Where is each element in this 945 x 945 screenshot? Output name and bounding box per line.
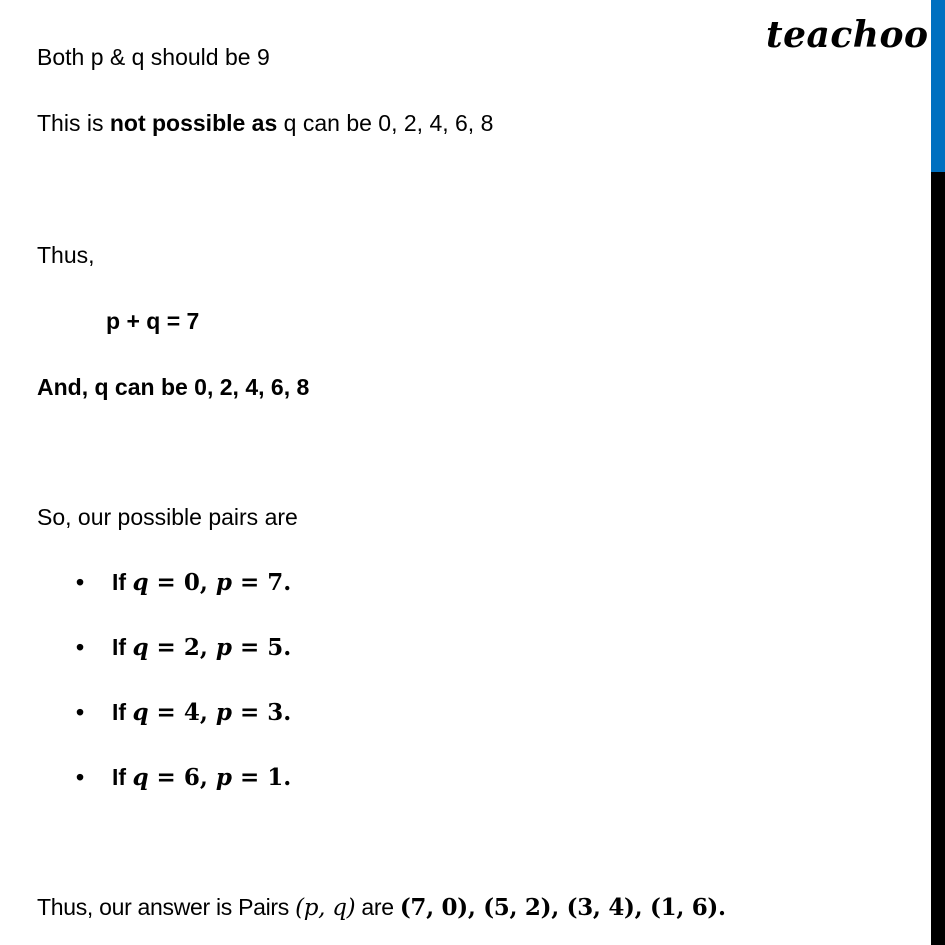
bullet-p-value: 7	[267, 569, 284, 596]
bullet-p-value: 3	[267, 699, 284, 726]
bullet-q-value: 4	[183, 699, 200, 726]
equation-p-plus-q: p + q = 7	[106, 308, 200, 334]
bullet-item: • If q = 2, p = 5.	[76, 634, 292, 661]
answer-pre: Thus, our answer is Pairs	[37, 894, 296, 920]
text-line-thus: Thus,	[37, 242, 95, 268]
teachoo-logo: teachoo	[766, 14, 929, 56]
bullet-prefix: If	[112, 764, 127, 790]
bullet-p-value: 5	[267, 634, 284, 661]
text-line-2	[37, 108, 493, 138]
answer-pairs: (7, 0), (5, 2), (3, 4), (1, 6).	[399, 894, 726, 921]
accent-bar-black	[931, 172, 945, 945]
text-line-1: Both p & q should be 9	[37, 44, 270, 70]
bullet-icon: •	[76, 634, 85, 660]
bullet-item: • If q = 0, p = 7.	[76, 569, 292, 596]
bullet-q-value: 0	[183, 569, 200, 596]
text-line-2-bold: not possible as	[109, 110, 278, 136]
bullet-icon: •	[76, 699, 85, 725]
text-line-2-pre: This is	[37, 110, 110, 136]
accent-bar-blue	[931, 0, 945, 172]
bullet-prefix: If	[112, 569, 127, 595]
bullet-item: • If q = 6, p = 1.	[76, 764, 292, 791]
bullet-icon: •	[76, 569, 85, 595]
bullet-prefix: If	[112, 699, 127, 725]
text-line-possible-pairs: So, our possible pairs are	[37, 504, 298, 530]
bullet-q-value: 6	[183, 764, 200, 791]
text-line-q-values: And, q can be 0, 2, 4, 6, 8	[37, 374, 310, 400]
bullet-p-value: 1	[267, 764, 284, 791]
bullet-prefix: If	[112, 634, 127, 660]
bullet-icon: •	[76, 764, 85, 790]
answer-mid: are	[355, 894, 400, 920]
bullet-q-value: 2	[183, 634, 200, 661]
answer-variable-pair: (p, q)	[295, 895, 356, 921]
answer-line	[37, 892, 726, 923]
text-line-2-post: q can be 0, 2, 4, 6, 8	[277, 110, 494, 136]
bullet-item: • If q = 4, p = 3.	[76, 699, 292, 726]
